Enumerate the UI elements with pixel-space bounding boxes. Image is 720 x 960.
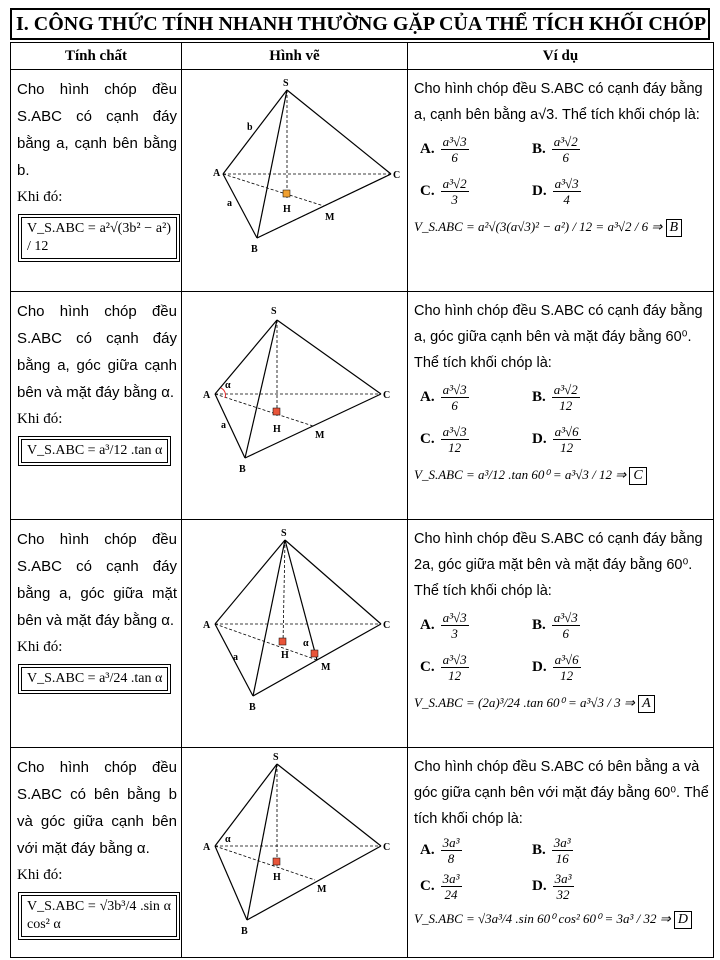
pyramid-figure	[195, 70, 400, 280]
property-cell	[11, 520, 182, 748]
option-d[interactable]: D. $\frac{\text{a³√3}}{4}$	[532, 175, 579, 207]
option-b[interactable]: B. $\frac{\text{a³√2}}{6}$	[532, 133, 578, 165]
option-b[interactable]: B. $\frac{\text{a³√3}}{6}$	[532, 609, 578, 641]
formula-box: V_S.ABC = a³/12 .tan α	[21, 439, 168, 463]
answer-box: D	[674, 911, 692, 929]
vertex-c-label: C	[392, 170, 400, 181]
point-h-label: H	[282, 204, 291, 215]
point-m-label: M	[324, 212, 334, 223]
option-a[interactable]: A. $\frac{\text{3a³}}{8}$	[420, 834, 460, 866]
example-text: Cho hình chóp đều S.ABC có bên bằng a và góc giữa cạnh bên với mặt đáy bằng 60⁰. Thể tích khối chóp là:	[414, 759, 709, 827]
option-d[interactable]: D. $\frac{\text{3a³}}{32}$	[532, 870, 572, 902]
header-figure: Hình vẽ	[182, 43, 408, 70]
property-text: Cho hình chóp đều S.ABC có cạnh đáy bằng a, cạnh bên bằng b.	[17, 81, 177, 179]
figure-cell	[182, 520, 408, 748]
formula-box: V_S.ABC = a³/24 .tan α	[21, 667, 168, 691]
example-text: Cho hình chóp đều S.ABC có cạnh đáy bằng a, cạnh bên bằng a√3. Thể tích khối chóp là:	[414, 81, 703, 123]
option-c[interactable]: C. $\frac{\text{a³√3}}{12}$	[420, 651, 467, 683]
side-a-label: a	[226, 198, 232, 209]
formula-table	[10, 42, 714, 958]
alpha-label: α	[302, 638, 309, 649]
option-b[interactable]: B. $\frac{\text{3a³}}{16}$	[532, 834, 571, 866]
pyramid-figure	[195, 748, 395, 948]
point-h-label: H	[272, 872, 281, 883]
khi-do-label: Khi đó:	[17, 639, 63, 655]
vertex-s-label: S	[272, 752, 279, 763]
answer-options	[420, 376, 709, 460]
vertex-s-label: S	[282, 78, 289, 89]
point-m-label: M	[320, 662, 330, 673]
property-text: Cho hình chóp đều S.ABC có cạnh đáy bằng a, góc giữa mặt bên và mặt đáy bằng α.	[17, 531, 177, 629]
example-cell	[408, 520, 714, 748]
option-b[interactable]: B. $\frac{\text{a³√2}}{12}$	[532, 381, 578, 413]
solution: V_S.ABC = a²√(3(a√3)² − a²) / 12 = a³√2 / 6 ⇒ B	[414, 214, 709, 240]
example-cell	[408, 70, 714, 292]
table-row	[11, 748, 714, 958]
point-m-label: M	[314, 430, 324, 441]
answer-options	[420, 128, 709, 212]
table-row	[11, 520, 714, 748]
property-text: Cho hình chóp đều S.ABC có cạnh đáy bằng a, góc giữa cạnh bên và mặt đáy bằng α.	[17, 303, 177, 401]
solution: V_S.ABC = √3a³/4 .sin 60⁰ cos² 60⁰ = 3a³ / 32 ⇒ D	[414, 906, 709, 932]
vertex-b-label: B	[240, 926, 248, 937]
vertex-b-label: B	[248, 702, 256, 713]
answer-options	[420, 832, 709, 904]
khi-do-label: Khi đó:	[17, 189, 63, 205]
vertex-b-label: B	[250, 244, 258, 255]
table-row	[11, 292, 714, 520]
header-property: Tính chất	[11, 43, 182, 70]
property-cell	[11, 70, 182, 292]
answer-box: C	[629, 467, 646, 485]
alpha-label: α	[224, 380, 231, 391]
vertex-c-label: C	[382, 390, 390, 401]
khi-do-label: Khi đó:	[17, 411, 63, 427]
side-a-label: a	[232, 652, 238, 663]
property-text: Cho hình chóp đều S.ABC có bên bằng b và góc giữa cạnh bên với mặt đáy bằng α.	[17, 759, 177, 857]
table-row	[11, 70, 714, 292]
option-c[interactable]: C. $\frac{\text{a³√2}}{3}$	[420, 175, 467, 207]
solution: V_S.ABC = (2a)³/24 .tan 60⁰ = a³√3 / 3 ⇒ A	[414, 690, 709, 716]
property-cell	[11, 292, 182, 520]
answer-options	[420, 604, 709, 688]
header-example: Ví dụ	[408, 43, 714, 70]
vertex-b-label: B	[238, 464, 246, 475]
pyramid-figure	[195, 292, 395, 502]
pyramid-figure	[195, 520, 395, 730]
example-cell	[408, 292, 714, 520]
vertex-c-label: C	[382, 842, 390, 853]
property-cell	[11, 748, 182, 958]
side-b-label: b	[246, 122, 253, 133]
side-a-label: a	[220, 420, 226, 431]
option-c[interactable]: C. $\frac{\text{a³√3}}{12}$	[420, 423, 467, 455]
solution: V_S.ABC = a³/12 .tan 60⁰ = a³√3 / 12 ⇒ C	[414, 462, 709, 488]
vertex-a-label: A	[202, 390, 210, 401]
vertex-s-label: S	[270, 306, 277, 317]
vertex-c-label: C	[382, 620, 390, 631]
vertex-a-label: A	[212, 168, 220, 179]
alpha-label: α	[224, 834, 231, 845]
option-a[interactable]: A. $\frac{\text{a³√3}}{3}$	[420, 609, 467, 641]
example-text: Cho hình chóp đều S.ABC có cạnh đáy bằng 2a, góc giữa mặt bên và mặt đáy bằng 60⁰. Thể tích khối chóp là:	[414, 531, 703, 599]
option-a[interactable]: A. $\frac{\text{a³√3}}{6}$	[420, 133, 467, 165]
point-m-label: M	[316, 884, 326, 895]
vertex-a-label: A	[202, 842, 210, 853]
vertex-s-label: S	[280, 528, 287, 539]
answer-box: B	[666, 219, 683, 237]
figure-cell	[182, 292, 408, 520]
option-d[interactable]: D. $\frac{\text{a³√6}}{12}$	[532, 651, 579, 683]
formula-box: V_S.ABC = a²√(3b² − a²) / 12	[21, 217, 177, 259]
figure-cell	[182, 748, 408, 958]
example-text: Cho hình chóp đều S.ABC có cạnh đáy bằng a, góc giữa cạnh bên và mặt đáy bằng 60⁰. Thể tích khối chóp là:	[414, 303, 703, 371]
option-a[interactable]: A. $\frac{\text{a³√3}}{6}$	[420, 381, 467, 413]
point-h-label: H	[272, 424, 281, 435]
option-d[interactable]: D. $\frac{\text{a³√6}}{12}$	[532, 423, 579, 455]
page-title: I. CÔNG THỨC TÍNH NHANH THƯỜNG GẶP CỦA THỂ TÍCH KHỐI CHÓP	[10, 8, 710, 40]
formula-box: V_S.ABC = √3b³/4 .sin α cos² α	[21, 895, 177, 937]
option-c[interactable]: C. $\frac{\text{3a³}}{24}$	[420, 870, 460, 902]
point-h-label: H	[280, 650, 289, 661]
vertex-a-label: A	[202, 620, 210, 631]
example-cell	[408, 748, 714, 958]
answer-box: A	[638, 695, 655, 713]
khi-do-label: Khi đó:	[17, 867, 63, 883]
figure-cell	[182, 70, 408, 292]
